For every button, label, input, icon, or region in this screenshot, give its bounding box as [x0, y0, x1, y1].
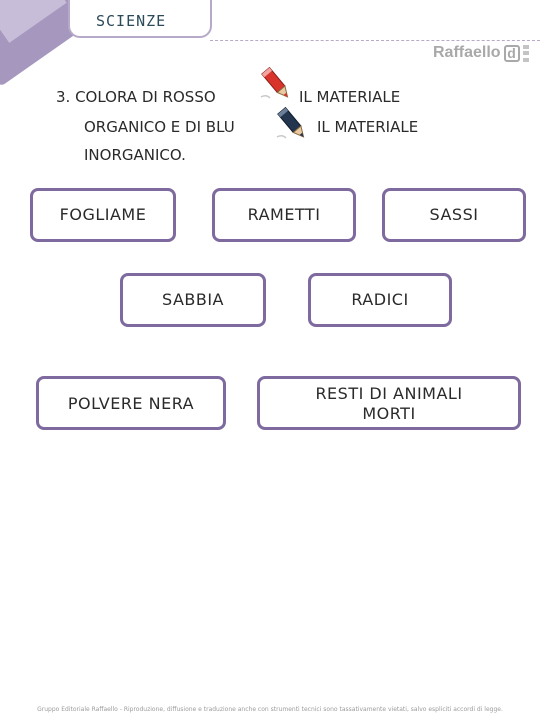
instruction-line1-start: 3. COLORA DI ROSSO [56, 88, 216, 106]
item-label-line1: RESTI DI ANIMALI [315, 384, 463, 403]
instruction-line2-start: ORGANICO E DI BLU [84, 118, 235, 136]
item-label: SASSI [429, 205, 479, 224]
item-box-rametti[interactable] [212, 188, 356, 242]
item-box-sabbia[interactable] [120, 273, 266, 327]
instruction-line1-end: IL MATERIALE [299, 88, 401, 106]
instruction-line2-end: IL MATERIALE [317, 118, 419, 136]
item-box-resti-di-animali-morti[interactable] [257, 376, 521, 430]
item-box-sassi[interactable] [382, 188, 526, 242]
brand-name: Raffaello [433, 44, 501, 61]
item-label-line2: MORTI [362, 404, 416, 423]
item-box-polvere-nera[interactable] [36, 376, 226, 430]
header-divider [210, 40, 540, 41]
brand-badge: d [504, 45, 520, 62]
red-pencil-icon [258, 64, 298, 104]
item-label: FOGLIAME [59, 205, 147, 224]
instruction-line3: INORGANICO. [84, 146, 186, 164]
item-label: RAMETTI [247, 205, 321, 224]
item-label: RADICI [351, 290, 409, 309]
item-box-fogliame[interactable] [30, 188, 176, 242]
blue-pencil-icon [274, 104, 314, 144]
page-title: SCIENZE [96, 12, 167, 30]
item-box-radici[interactable] [308, 273, 452, 327]
item-label: POLVERE NERA [67, 393, 195, 413]
copyright-footer: Gruppo Editoriale Raffaello - Riproduzione, diffusione e traduzione anche con strumenti tecnici sono tassativamente vietati, salvo espliciti accordi di legge. [37, 706, 503, 713]
item-label: SABBIA [161, 290, 224, 309]
publisher-logo [433, 43, 529, 63]
brand-stripes [523, 45, 529, 62]
